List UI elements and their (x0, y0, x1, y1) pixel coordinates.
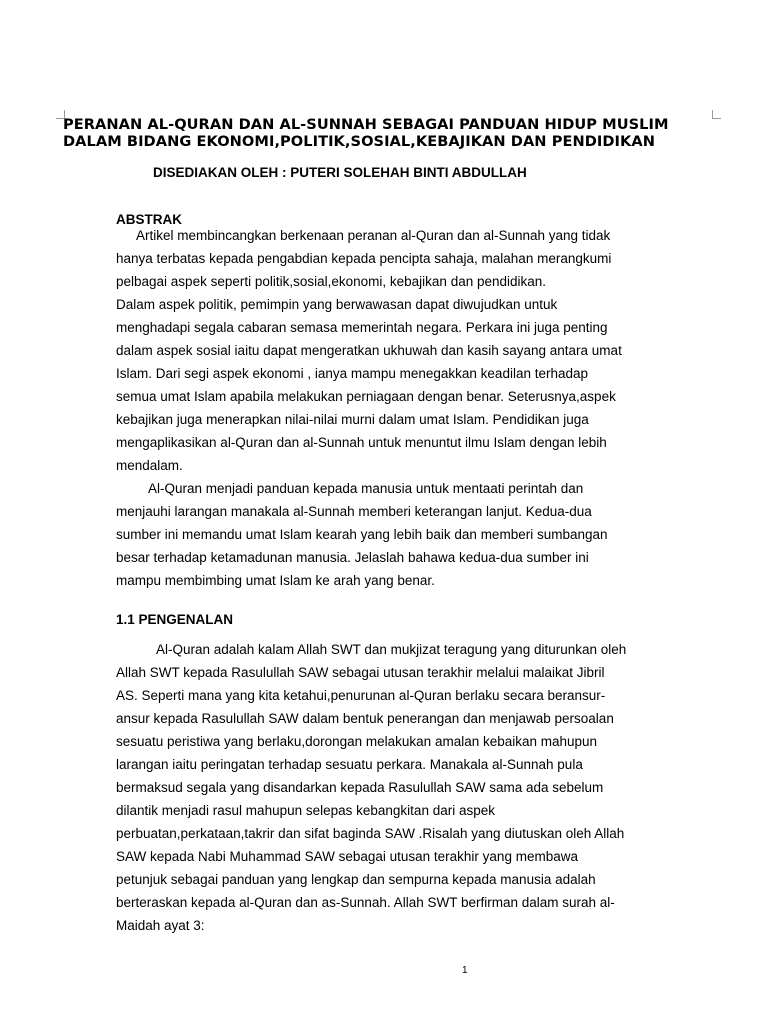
paragraph-line: menjauhi larangan manakala al-Sunnah memberi keterangan lanjut. Kedua-dua (116, 504, 592, 519)
introduction-body (116, 638, 656, 937)
paragraph-line: petunjuk sebagai panduan yang lengkap dan sempurna kepada manusia adalah (116, 872, 596, 887)
paragraph-line: dalam aspek sosial iaitu dapat mengeratkan ukhuwah dan kasih sayang antara umat (116, 343, 622, 358)
paragraph-line: mengaplikasikan al-Quran dan al-Sunnah untuk menuntut ilmu Islam dengan lebih (116, 435, 607, 450)
paragraph-line: kebajikan juga menerapkan nilai-nilai murni dalam umat Islam. Pendidikan juga (116, 412, 589, 427)
paragraph-line: mampu membimbing umat Islam ke arah yang benar. (116, 573, 435, 588)
paragraph-line: larangan iaitu peringatan terhadap sesuatu perkara. Manakala al-Sunnah pula (116, 757, 583, 772)
paragraph-line: Al-Quran menjadi panduan kepada manusia untuk mentaati perintah dan (148, 481, 584, 496)
paragraph-line: ansur kepada Rasulullah SAW dalam bentuk penerangan dan menjawab persoalan (116, 711, 614, 726)
paragraph-line: semua umat Islam apabila melakukan perniagaan dengan benar. Seterusnya,aspek (116, 389, 616, 404)
paragraph-line: SAW kepada Nabi Muhammad SAW sebagai utusan terakhir yang membawa (116, 849, 578, 864)
paragraph-line: AS. Seperti mana yang kita ketahui,penurunan al-Quran berlaku secara beransur- (116, 688, 606, 703)
paragraph-line: besar terhadap ketamadunan manusia. Jelaslah bahawa kedua-dua sumber ini (116, 550, 589, 565)
paragraph-line: Allah SWT kepada Rasulullah SAW sebagai utusan terakhir melalui malaikat Jibril (116, 665, 605, 680)
paragraph-line: Maidah ayat 3: (116, 918, 205, 933)
paragraph-line: hanya terbatas kepada pengabdian kepada pencipta sahaja, malahan merangkumi (116, 251, 612, 266)
abstract-heading: ABSTRAK (116, 212, 182, 227)
paragraph-line: Artikel membincangkan berkenaan peranan al-Quran dan al-Sunnah yang tidak (136, 228, 611, 243)
paragraph-line: perbuatan,perkataan,takrir dan sifat baginda SAW .Risalah yang diutuskan oleh Allah (116, 826, 625, 841)
paragraph-line: berteraskan kepada al-Quran dan as-Sunnah. Allah SWT berfirman dalam surah al- (116, 895, 615, 910)
paragraph-line: sumber ini memandu umat Islam kearah yang lebih baik dan memberi sumbangan (116, 527, 608, 542)
paragraph-line: dilantik menjadi rasul mahupun selepas kebangkitan dari aspek (116, 803, 495, 818)
page-number: 1 (462, 965, 468, 976)
author-line: DISEDIAKAN OLEH : PUTERI SOLEHAH BINTI ABDULLAH (153, 165, 527, 180)
paragraph-line: Al-Quran adalah kalam Allah SWT dan mukjizat teragung yang diturunkan oleh (156, 642, 627, 657)
paragraph-line: Islam. Dari segi aspek ekonomi , ianya mampu menegakkan keadilan terhadap (116, 366, 589, 381)
paragraph-line: mendalam. (116, 458, 183, 473)
title-line: DALAM BIDANG EKONOMI,POLITIK,SOSIAL,KEBAJIKAN DAN PENDIDIKAN (63, 133, 655, 150)
paragraph-line: Dalam aspek politik, pemimpin yang berwawasan dapat diwujudkan untuk (116, 297, 558, 312)
paragraph-line: bermaksud segala yang disandarkan kepada Rasulullah SAW sama ada sebelum (116, 780, 604, 795)
paragraph-line: pelbagai aspek seperti politik,sosial,ekonomi, kebajikan dan pendidikan. (116, 274, 547, 289)
title-line: PERANAN AL-QURAN DAN AL-SUNNAH SEBAGAI PANDUAN HIDUP MUSLIM (63, 116, 669, 133)
paragraph-line: menghadapi segala cabaran semasa memerintah negara. Perkara ini juga penting (116, 320, 608, 335)
introduction-heading: 1.1 PENGENALAN (116, 612, 234, 627)
document-title (63, 116, 723, 150)
abstract-body (116, 224, 656, 592)
paragraph-line: sesuatu peristiwa yang berlaku,dorongan melakukan amalan kebaikan mahupun (116, 734, 598, 749)
